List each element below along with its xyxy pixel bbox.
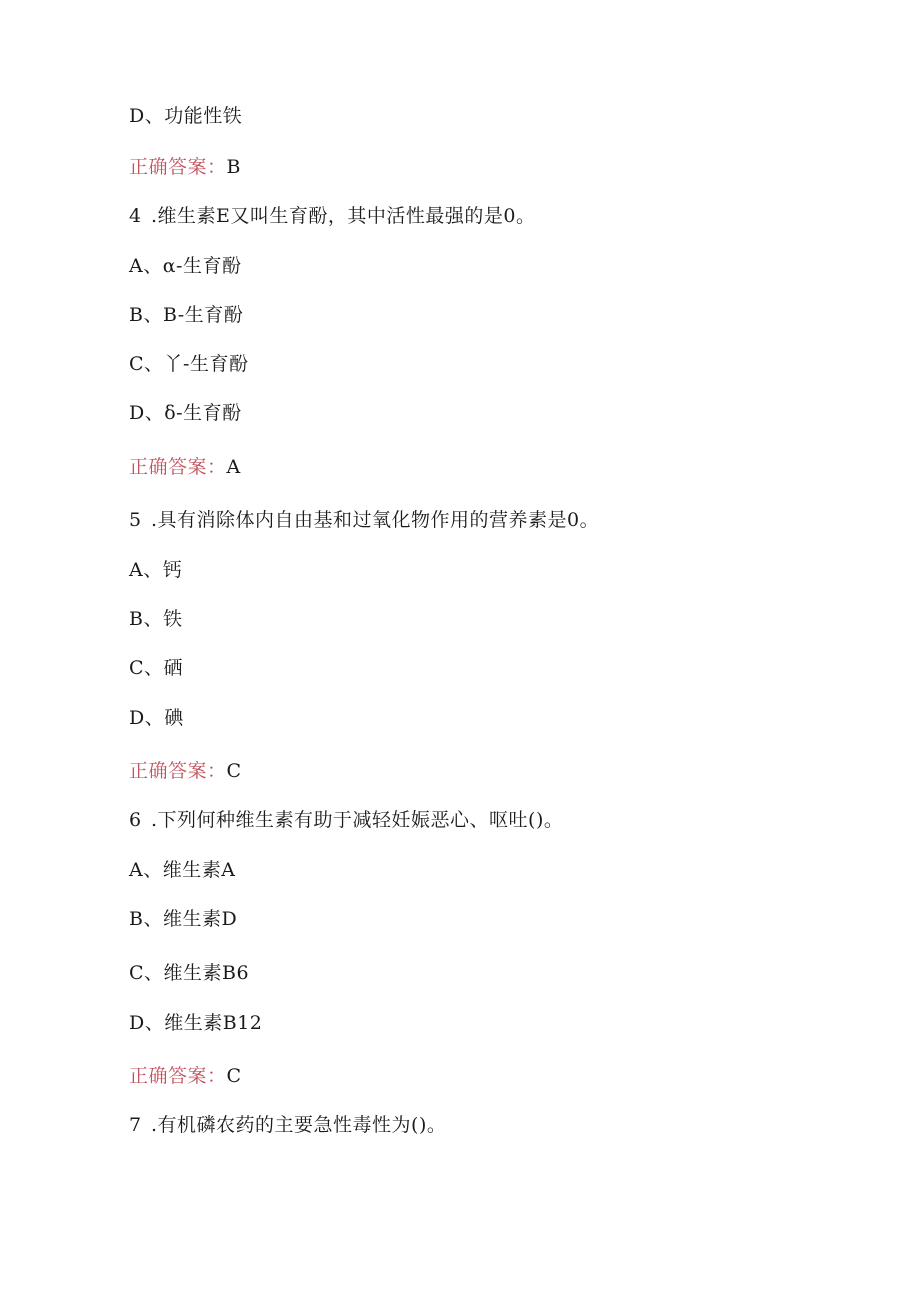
option-b: B、B-生育酚: [129, 304, 244, 326]
question-7: [129, 1113, 446, 1137]
option-b: B、维生素D: [129, 908, 238, 930]
question-number: 5: [129, 509, 142, 531]
answer-label: 正确答案：: [129, 1065, 227, 1087]
answer-value: C: [226, 1065, 242, 1087]
question-text: .有机磷农药的主要急性毒性为()。: [151, 1114, 447, 1136]
option-d: D、δ-生育酚: [129, 402, 242, 424]
question-4: [129, 204, 536, 228]
answer-value: C: [226, 760, 242, 782]
option-c: C、维生素B6: [129, 962, 250, 984]
answer-label: 正确答案：: [129, 760, 227, 782]
option-d: D、维生素B12: [129, 1012, 263, 1034]
option-c: C、硒: [129, 657, 184, 679]
option-c: C、丫-生育酚: [129, 353, 249, 375]
correct-answer: [129, 455, 241, 479]
answer-label: 正确答案：: [129, 156, 227, 178]
answer-value: A: [226, 456, 241, 478]
correct-answer: [129, 155, 241, 179]
option-a: A、α-生育酚: [129, 255, 242, 277]
question-5: [129, 508, 599, 532]
option-d: D、功能性铁: [129, 105, 243, 127]
answer-label: 正确答案：: [129, 456, 227, 478]
question-number: 4: [129, 205, 142, 227]
question-6: [129, 808, 563, 832]
option-a: A、维生素A: [129, 859, 236, 881]
question-text: .具有消除体内自由基和过氧化物作用的营养素是0。: [151, 509, 600, 531]
question-number: 6: [129, 809, 142, 831]
question-text: .维生素E又叫生育酚，其中活性最强的是0。: [151, 205, 536, 227]
correct-answer: [129, 759, 242, 783]
answer-value: B: [226, 156, 241, 178]
correct-answer: [129, 1064, 242, 1088]
option-a: A、钙: [129, 559, 183, 581]
question-text: .下列何种维生素有助于减轻妊娠恶心、呕吐()。: [151, 809, 564, 831]
option-d: D、碘: [129, 707, 184, 729]
option-b: B、铁: [129, 608, 183, 630]
question-number: 7: [129, 1114, 142, 1136]
